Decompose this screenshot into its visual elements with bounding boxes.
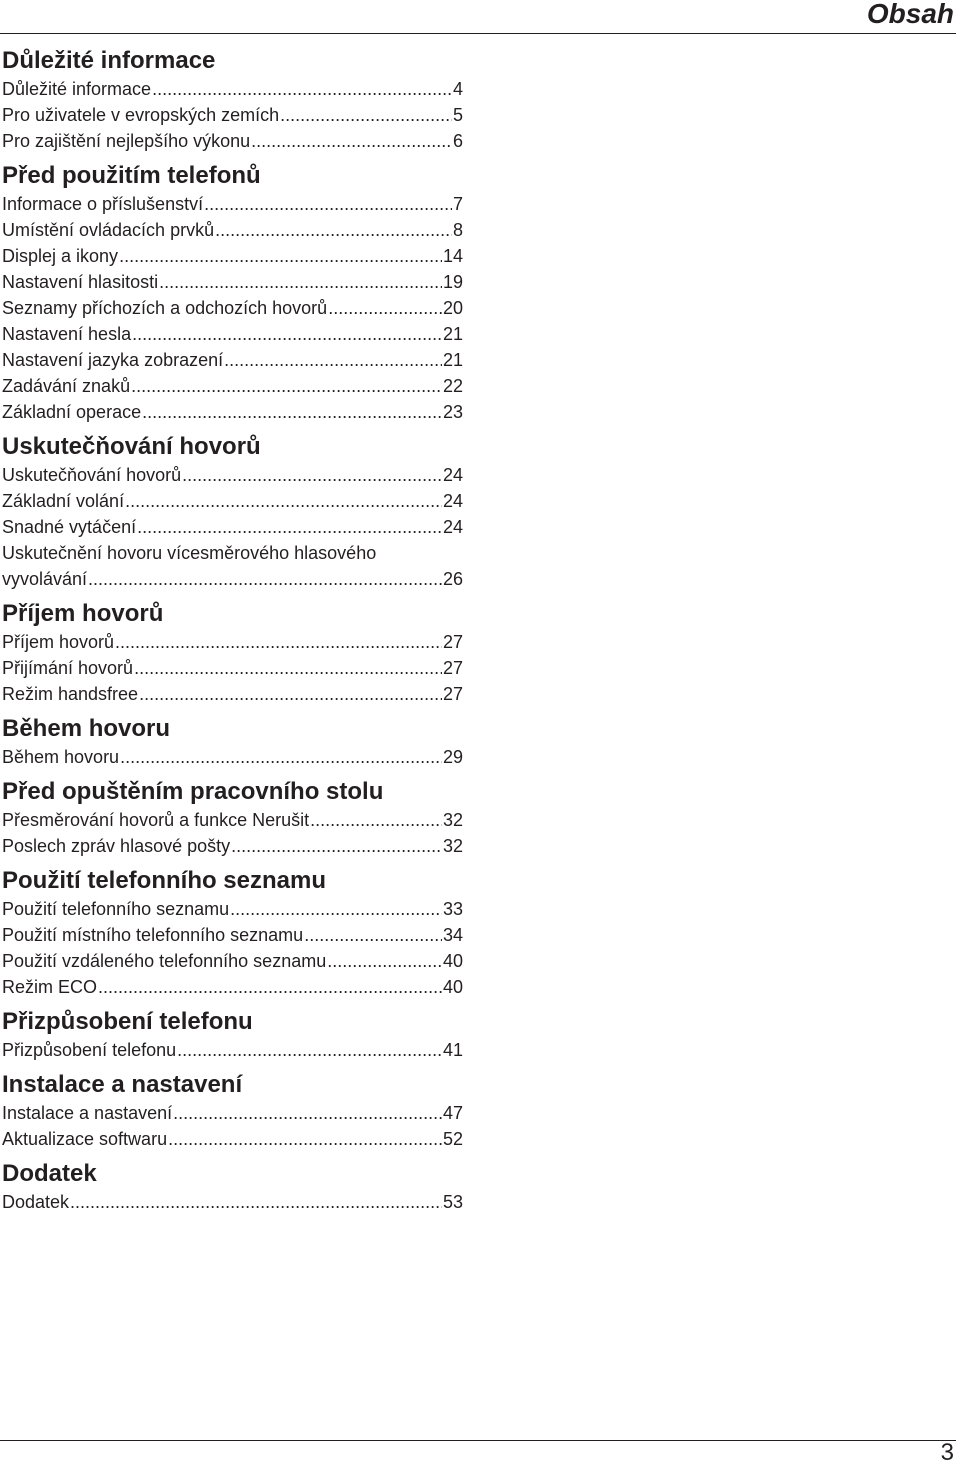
toc-entry[interactable] xyxy=(2,321,463,347)
toc-entry[interactable] xyxy=(2,681,463,707)
toc-entry[interactable] xyxy=(2,488,463,514)
toc-leader-dots xyxy=(131,373,442,399)
toc-entry-label: Přizpůsobení telefonu xyxy=(2,1040,177,1060)
toc-entry[interactable] xyxy=(2,76,463,102)
toc-leader-dots xyxy=(182,462,442,488)
toc-leader-dots xyxy=(204,191,452,217)
toc-entry-page: 41 xyxy=(442,1040,463,1060)
toc-entry-page: 27 xyxy=(442,658,463,678)
toc-entry-page: 22 xyxy=(442,376,463,396)
toc-entry-label: Příjem hovorů xyxy=(2,632,115,652)
toc-entry-label: Poslech zpráv hlasové pošty xyxy=(2,836,231,856)
toc-entry-page: 6 xyxy=(452,131,463,151)
toc-entry[interactable] xyxy=(2,102,463,128)
toc-entry[interactable] xyxy=(2,462,463,488)
toc-entry[interactable] xyxy=(2,540,463,592)
toc-section xyxy=(2,1070,463,1152)
toc-entry-page: 14 xyxy=(442,246,463,266)
toc-entry-page: 24 xyxy=(442,491,463,511)
toc-entry[interactable] xyxy=(2,347,463,373)
toc-leader-dots xyxy=(173,1100,442,1126)
toc-entry-label: Během hovoru xyxy=(2,747,120,767)
toc-entry-label: Nastavení hesla xyxy=(2,324,132,344)
toc-leader-dots xyxy=(280,102,452,128)
toc-entry-page: 5 xyxy=(452,105,463,125)
toc-entry[interactable] xyxy=(2,744,463,770)
toc-entry-label: Zadávání znaků xyxy=(2,376,131,396)
toc-leader-dots xyxy=(70,1189,442,1215)
toc-entry[interactable] xyxy=(2,514,463,540)
table-of-contents xyxy=(2,46,463,1215)
toc-entry[interactable] xyxy=(2,807,463,833)
toc-section xyxy=(2,777,463,859)
toc-leader-dots xyxy=(215,217,452,243)
toc-leader-dots xyxy=(125,488,442,514)
toc-leader-dots xyxy=(115,629,442,655)
toc-entry[interactable] xyxy=(2,191,463,217)
toc-entry-page: 24 xyxy=(442,465,463,485)
toc-entry-page: 4 xyxy=(452,79,463,99)
toc-entry-label: Pro uživatele v evropských zemích xyxy=(2,105,280,125)
toc-entry-page: 7 xyxy=(452,194,463,214)
toc-section xyxy=(2,599,463,707)
toc-entry-page: 21 xyxy=(442,324,463,344)
toc-entry-continuation xyxy=(2,566,463,592)
toc-entry-page: 52 xyxy=(442,1129,463,1149)
toc-entry-label: Přijímání hovorů xyxy=(2,658,134,678)
toc-entry-page: 33 xyxy=(442,899,463,919)
toc-entry-page: 32 xyxy=(442,810,463,830)
toc-entry-page: 32 xyxy=(442,836,463,856)
toc-entry[interactable] xyxy=(2,217,463,243)
toc-section xyxy=(2,46,463,154)
toc-leader-dots xyxy=(224,347,442,373)
toc-entry[interactable] xyxy=(2,629,463,655)
toc-entry-label: Dodatek xyxy=(2,1192,70,1212)
toc-entry[interactable] xyxy=(2,948,463,974)
toc-leader-dots xyxy=(231,833,442,859)
toc-entry-label: Použití místního telefonního seznamu xyxy=(2,925,304,945)
toc-entry[interactable] xyxy=(2,1189,463,1215)
toc-entry-label: Umístění ovládacích prvků xyxy=(2,220,215,240)
toc-entry[interactable] xyxy=(2,974,463,1000)
toc-entry[interactable] xyxy=(2,269,463,295)
toc-entry-label: Instalace a nastavení xyxy=(2,1103,173,1123)
toc-entry-page: 19 xyxy=(442,272,463,292)
toc-entry-label: Seznamy příchozích a odchozích hovorů xyxy=(2,298,328,318)
toc-section xyxy=(2,161,463,425)
toc-entry-page: 26 xyxy=(442,569,463,589)
toc-leader-dots xyxy=(251,128,452,154)
toc-entry-page: 34 xyxy=(442,925,463,945)
toc-leader-dots xyxy=(139,681,442,707)
toc-leader-dots xyxy=(168,1126,442,1152)
toc-entry-label: Uskutečnění hovoru vícesměrového hlasového xyxy=(2,543,377,563)
toc-leader-dots xyxy=(310,807,442,833)
toc-entry[interactable] xyxy=(2,399,463,425)
toc-section-title: Dodatek xyxy=(2,1160,97,1187)
toc-section-title: Příjem hovorů xyxy=(2,600,164,627)
toc-entry[interactable] xyxy=(2,1037,463,1063)
toc-leader-dots xyxy=(152,76,452,102)
toc-section-title: Před použitím telefonů xyxy=(2,162,261,189)
toc-entry-label: Nastavení hlasitosti xyxy=(2,272,159,292)
toc-leader-dots xyxy=(328,295,442,321)
toc-entry-page: 29 xyxy=(442,747,463,767)
toc-entry-label: Důležité informace xyxy=(2,79,152,99)
toc-leader-dots xyxy=(119,243,442,269)
toc-section-title: Důležité informace xyxy=(2,47,216,74)
toc-leader-dots xyxy=(132,321,442,347)
toc-entry-label: Nastavení jazyka zobrazení xyxy=(2,350,224,370)
toc-section xyxy=(2,714,463,770)
toc-section-title: Použití telefonního seznamu xyxy=(2,867,327,894)
toc-entry[interactable] xyxy=(2,373,463,399)
toc-entry[interactable] xyxy=(2,896,463,922)
toc-section-title: Během hovoru xyxy=(2,715,171,742)
toc-entry-label: Režim handsfree xyxy=(2,684,139,704)
toc-entry-label: Základní volání xyxy=(2,491,125,511)
toc-entry-label: vyvolávání xyxy=(2,569,88,589)
toc-leader-dots xyxy=(230,896,442,922)
toc-entry-label: Přesměrování hovorů a funkce Nerušit xyxy=(2,810,310,830)
toc-section-title: Instalace a nastavení xyxy=(2,1071,243,1098)
toc-entry-page: 24 xyxy=(442,517,463,537)
toc-leader-dots xyxy=(304,922,442,948)
toc-leader-dots xyxy=(98,974,442,1000)
toc-leader-dots xyxy=(159,269,442,295)
toc-section xyxy=(2,866,463,1000)
toc-entry-label: Displej a ikony xyxy=(2,246,119,266)
toc-entry[interactable] xyxy=(2,243,463,269)
toc-entry-label: Základní operace xyxy=(2,402,142,422)
toc-leader-dots xyxy=(120,744,442,770)
page-number: 3 xyxy=(940,1439,954,1466)
toc-entry-page: 53 xyxy=(442,1192,463,1212)
toc-entry[interactable] xyxy=(2,655,463,681)
toc-entry-label: Režim ECO xyxy=(2,977,98,997)
toc-entry[interactable] xyxy=(2,128,463,154)
page-title: Obsah xyxy=(866,0,954,29)
toc-entry-label: Aktualizace softwaru xyxy=(2,1129,168,1149)
toc-entry-page: 27 xyxy=(442,632,463,652)
toc-section xyxy=(2,432,463,592)
toc-entry-page: 8 xyxy=(452,220,463,240)
toc-entry[interactable] xyxy=(2,1100,463,1126)
toc-entry-page: 23 xyxy=(442,402,463,422)
toc-entry[interactable] xyxy=(2,922,463,948)
toc-section-title: Uskutečňování hovorů xyxy=(2,433,261,460)
toc-entry-page: 21 xyxy=(442,350,463,370)
toc-section xyxy=(2,1159,463,1215)
toc-entry-page: 47 xyxy=(442,1103,463,1123)
toc-entry-label: Použití vzdáleného telefonního seznamu xyxy=(2,951,327,971)
header-divider xyxy=(0,33,956,34)
toc-entry-page: 27 xyxy=(442,684,463,704)
toc-section-title: Přizpůsobení telefonu xyxy=(2,1008,253,1035)
toc-leader-dots xyxy=(327,948,442,974)
toc-entry-label: Snadné vytáčení xyxy=(2,517,137,537)
toc-leader-dots xyxy=(88,566,442,592)
toc-entry-page: 20 xyxy=(442,298,463,318)
toc-leader-dots xyxy=(134,655,442,681)
toc-leader-dots xyxy=(177,1037,442,1063)
toc-entry[interactable] xyxy=(2,1126,463,1152)
toc-entry-label: Uskutečňování hovorů xyxy=(2,465,182,485)
toc-leader-dots xyxy=(142,399,442,425)
toc-section-title: Před opuštěním pracovního stolu xyxy=(2,778,384,805)
toc-entry-label: Informace o příslušenství xyxy=(2,194,204,214)
toc-entry-page: 40 xyxy=(442,951,463,971)
toc-entry-page: 40 xyxy=(442,977,463,997)
toc-leader-dots xyxy=(137,514,442,540)
footer-divider xyxy=(0,1440,956,1441)
toc-entry[interactable] xyxy=(2,295,463,321)
toc-entry-label: Použití telefonního seznamu xyxy=(2,899,230,919)
toc-section xyxy=(2,1007,463,1063)
toc-entry[interactable] xyxy=(2,833,463,859)
toc-entry-label: Pro zajištění nejlepšího výkonu xyxy=(2,131,251,151)
